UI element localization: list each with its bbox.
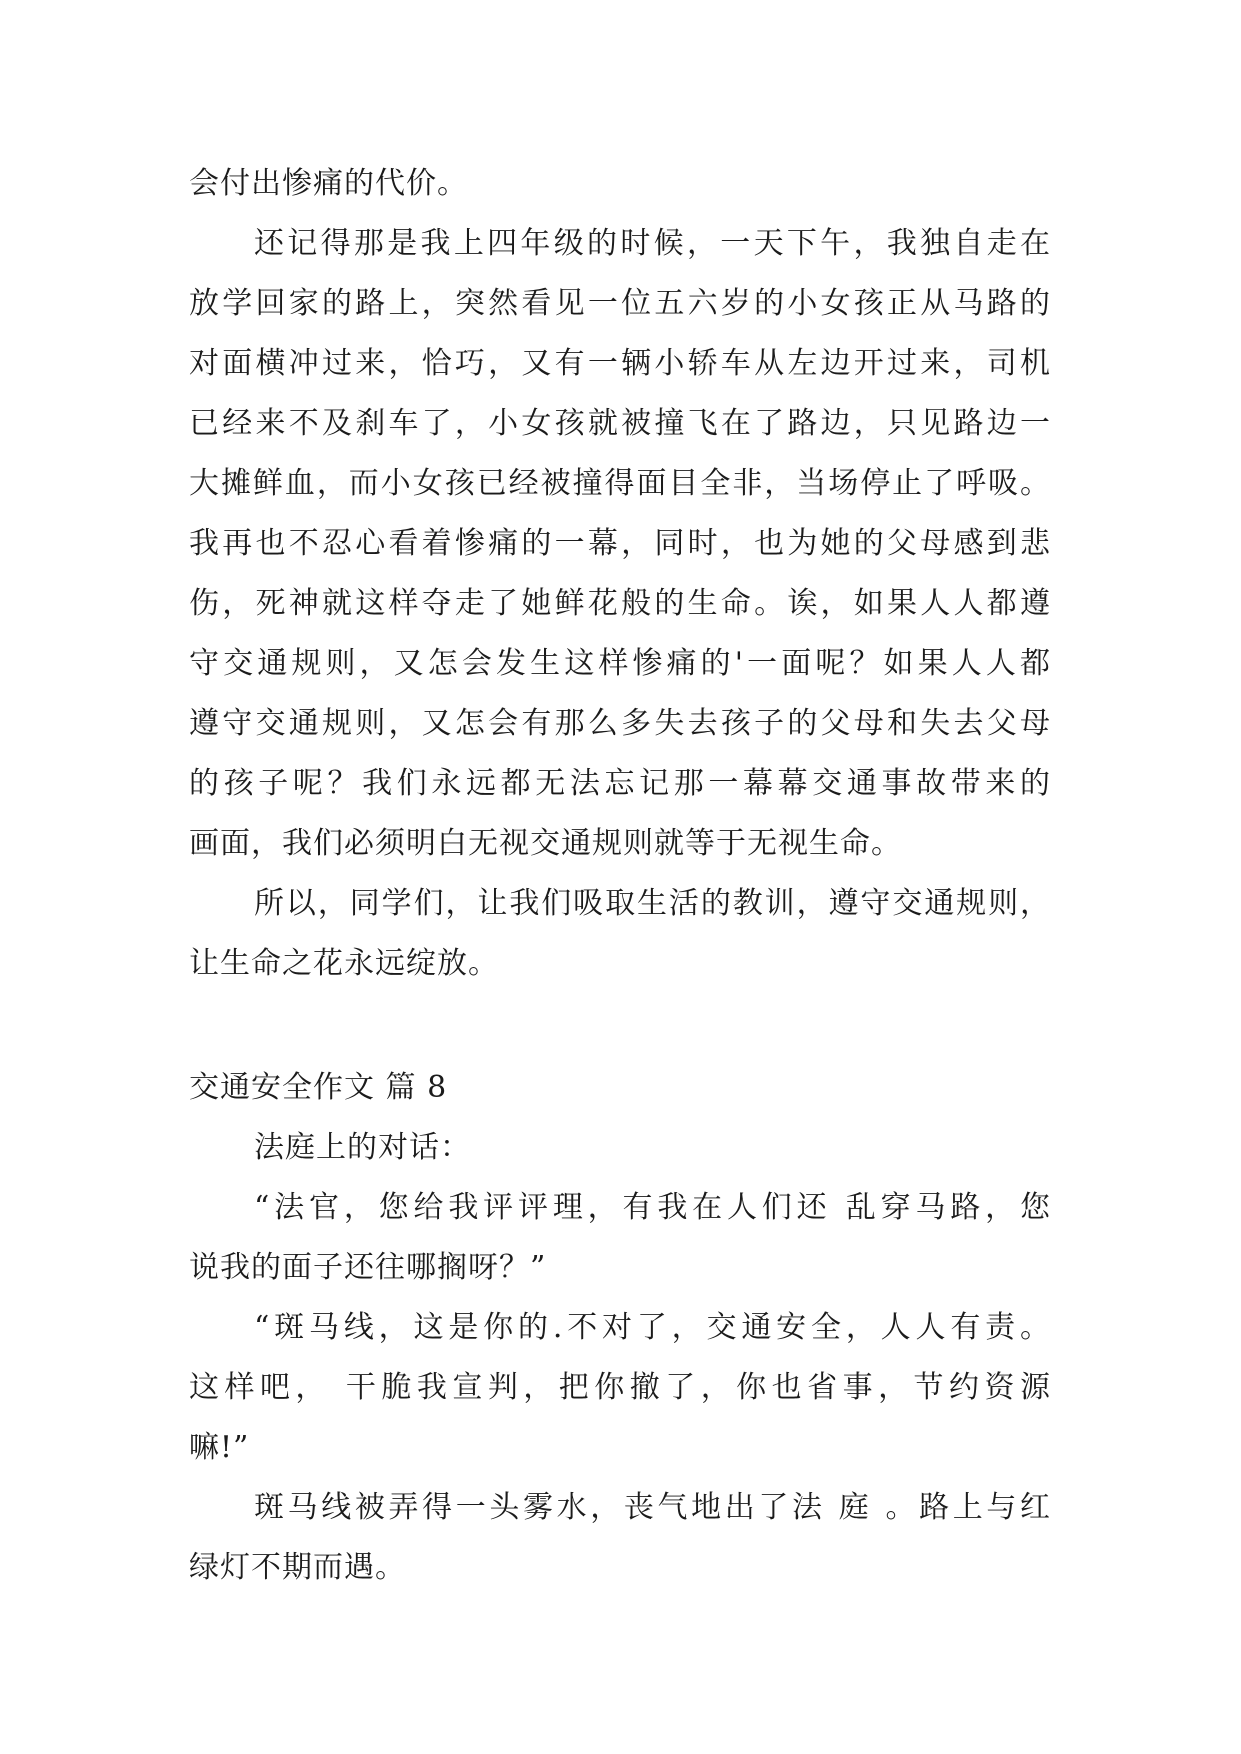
text-line: 让生命之花永远绽放。: [189, 946, 499, 981]
text-line: 对面横冲过来，恰巧，又有一辆小轿车从左边开过来，司机: [189, 346, 1051, 381]
text-line: 画面，我们必须明白无视交通规则就等于无视生命。: [189, 826, 902, 861]
text-line: 已经来不及刹车了，小女孩就被撞飞在了路边，只见路边一: [189, 406, 1051, 441]
section-heading: 交通安全作文 篇 8: [189, 1070, 448, 1105]
text-line: 说我的面子还往哪搁呀？”: [189, 1250, 547, 1285]
text-line: 大摊鲜血，而小女孩已经被撞得面目全非，当场停止了呼吸。: [189, 466, 1051, 501]
text-line: 嘛!”: [189, 1430, 250, 1465]
text-line: 我再也不忍心看着惨痛的一幕，同时，也为她的父母感到悲: [189, 526, 1051, 561]
text-line: 放学回家的路上，突然看见一位五六岁的小女孩正从马路的: [189, 286, 1051, 321]
paragraph-start-line: 所以，同学们，让我们吸取生活的教训，遵守交通规则，: [254, 886, 1051, 921]
text-line: 会付出惨痛的代价。: [189, 166, 468, 201]
text-line: 这样吧， 干脆我宣判，把你撤了，你也省事，节约资源: [189, 1370, 1051, 1405]
text-line: 守交通规则，又怎会发生这样惨痛的'一面呢？如果人人都: [189, 646, 1051, 681]
text-line: 遵守交通规则，又怎会有那么多失去孩子的父母和失去父母: [189, 706, 1051, 741]
text-line: 绿灯不期而遇。: [189, 1550, 406, 1585]
paragraph-start-line: 法庭上的对话：: [254, 1130, 471, 1165]
paragraph-start-line: “斑马线，这是你的.不对了，交通安全，人人有责。: [254, 1310, 1051, 1345]
paragraph-start-line: “法官，您给我评评理，有我在人们还 乱穿马路，您: [254, 1190, 1051, 1225]
text-line: 的孩子呢？我们永远都无法忘记那一幕幕交通事故带来的: [189, 766, 1051, 801]
text-line: 伤，死神就这样夺走了她鲜花般的生命。诶，如果人人都遵: [189, 586, 1051, 621]
paragraph-start-line: 斑马线被弄得一头雾水，丧气地出了法 庭 。路上与红: [254, 1490, 1051, 1525]
paragraph-start-line: 还记得那是我上四年级的时候，一天下午，我独自走在: [254, 226, 1051, 261]
